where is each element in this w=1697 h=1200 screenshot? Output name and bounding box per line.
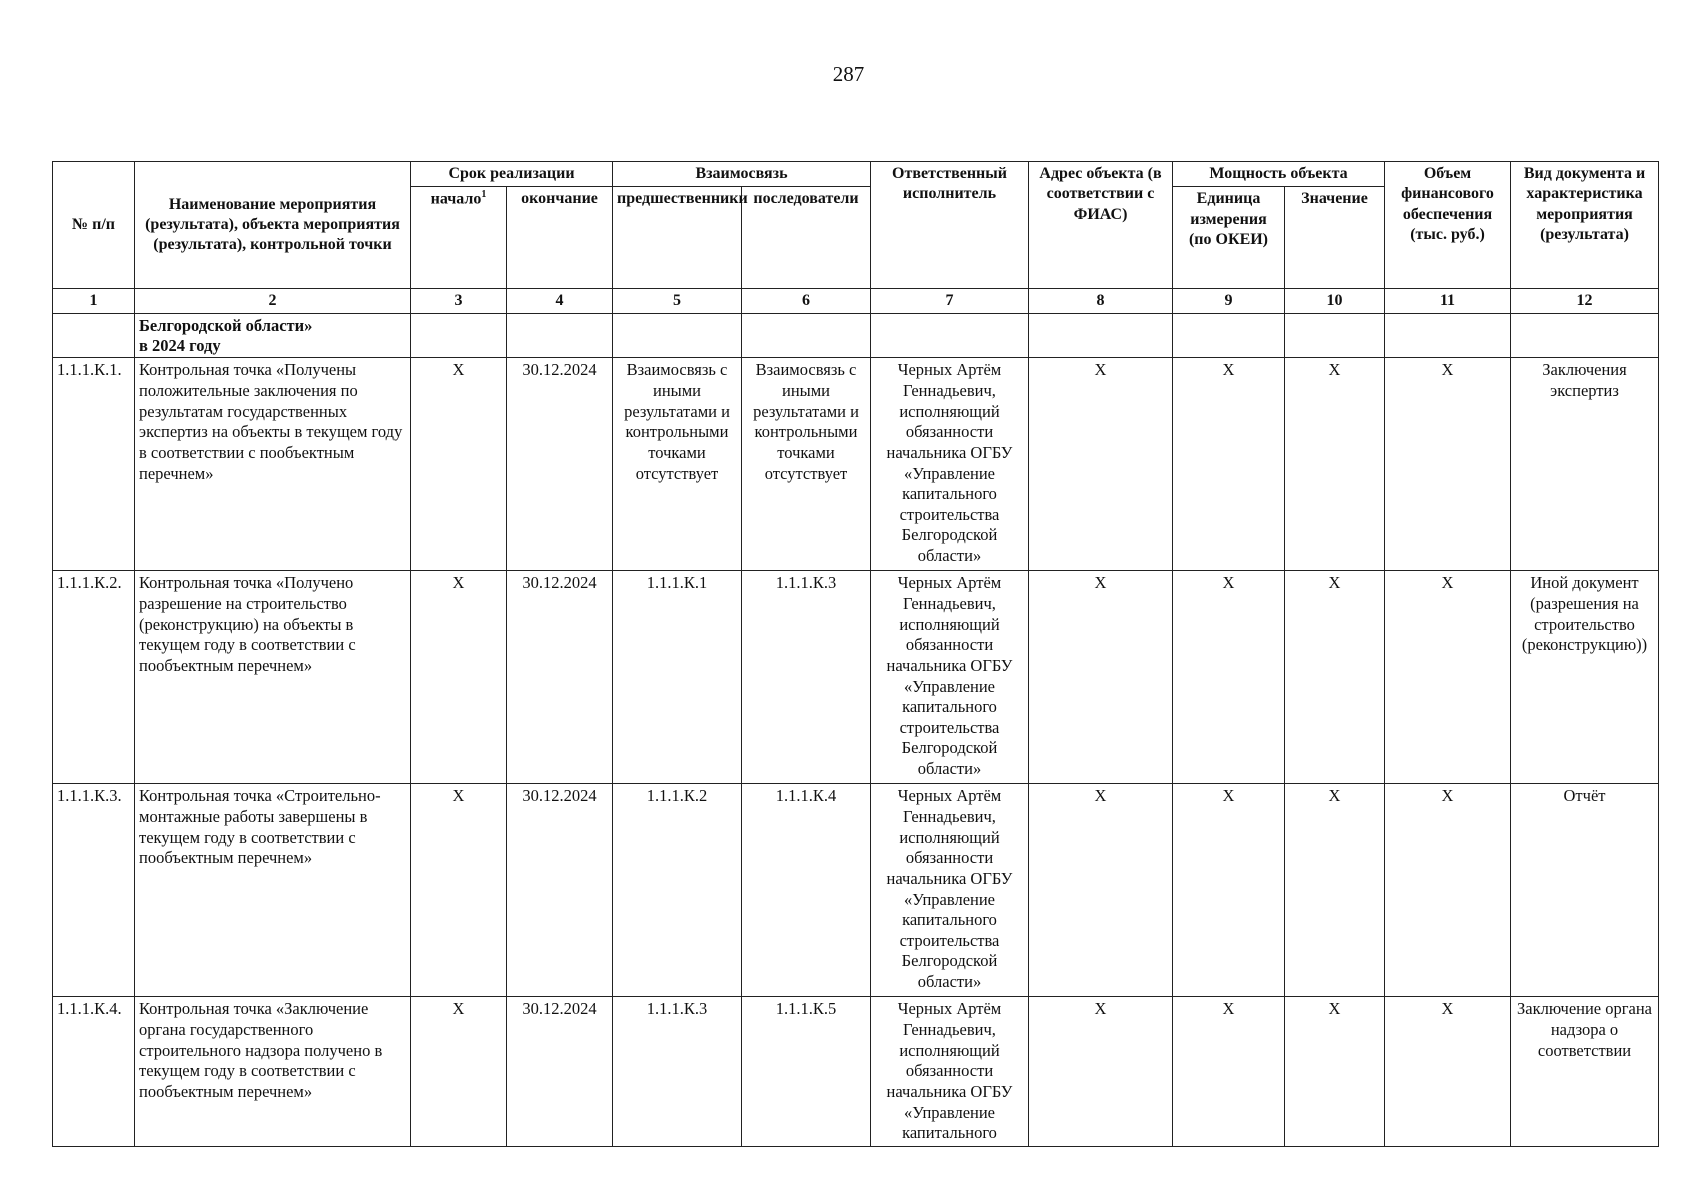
row-name: Контрольная точка «Строительно-монтажные работы завершены в текущем году в соответствии с пообъектным перечнем» xyxy=(135,784,411,997)
row-finance: X xyxy=(1385,997,1511,1146)
row-unit: X xyxy=(1173,997,1285,1146)
row-end: 30.12.2024 xyxy=(507,571,613,784)
row-start: X xyxy=(411,358,507,571)
row-finance: X xyxy=(1385,784,1511,997)
header-col-end: окончание xyxy=(507,187,613,289)
row-successors: 1.1.1.К.5 xyxy=(742,997,871,1146)
column-number: 6 xyxy=(742,289,871,314)
row-responsible: Черных Артём Геннадьевич, исполняющий обязанности начальника ОГБУ «Управление капитального строительства Белгородской области» xyxy=(871,358,1029,571)
row-number: 1.1.1.К.1. xyxy=(53,358,135,571)
row-name: Контрольная точка «Получены положительные заключения по результатам государственных экспертиз на объекты в текущем году в соответствии с пообъектным перечнем» xyxy=(135,358,411,571)
row-number: 1.1.1.К.4. xyxy=(53,997,135,1146)
events-table xyxy=(52,161,1659,1147)
header-col-value: Значение xyxy=(1285,187,1385,289)
table-row xyxy=(53,784,1659,997)
row-finance: X xyxy=(1385,358,1511,571)
row-responsible: Черных Артём Геннадьевич, исполняющий обязанности начальника ОГБУ «Управление капитального строительства Белгородской области» xyxy=(871,784,1029,997)
row-unit: X xyxy=(1173,784,1285,997)
row-value: X xyxy=(1285,571,1385,784)
row-start: X xyxy=(411,784,507,997)
header-col-predecessors: предшественники xyxy=(613,187,742,289)
header-col-num: № п/п xyxy=(53,162,135,289)
column-number: 1 xyxy=(53,289,135,314)
row-document: Иной документ (разрешения на строительство (реконструкцию)) xyxy=(1511,571,1659,784)
row-successors: 1.1.1.К.3 xyxy=(742,571,871,784)
column-number: 8 xyxy=(1029,289,1173,314)
header-col-address: Адрес объекта (в соответствии с ФИАС) xyxy=(1029,162,1173,289)
row-successors: Взаимосвязь с иными результатами и контрольными точками отсутствует xyxy=(742,358,871,571)
row-value: X xyxy=(1285,997,1385,1146)
row-start: X xyxy=(411,997,507,1146)
row-predecessors: 1.1.1.К.1 xyxy=(613,571,742,784)
table-row xyxy=(53,358,1659,571)
row-address: X xyxy=(1029,784,1173,997)
row-value: X xyxy=(1285,784,1385,997)
row-successors: 1.1.1.К.4 xyxy=(742,784,871,997)
column-number: 12 xyxy=(1511,289,1659,314)
header-col-start: начало$^1$ xyxy=(411,187,507,289)
row-unit: X xyxy=(1173,571,1285,784)
column-number: 9 xyxy=(1173,289,1285,314)
column-number: 5 xyxy=(613,289,742,314)
row-document: Заключение органа надзора о соответствии xyxy=(1511,997,1659,1146)
column-number: 4 xyxy=(507,289,613,314)
row-value: X xyxy=(1285,358,1385,571)
header-col-unit: Единица измерения (по ОКЕИ) xyxy=(1173,187,1285,289)
page-number: 287 xyxy=(832,62,865,86)
header-col-document: Вид документа и характеристика мероприятия (результата) xyxy=(1511,162,1659,289)
table-row xyxy=(53,571,1659,784)
column-number: 3 xyxy=(411,289,507,314)
row-end: 30.12.2024 xyxy=(507,784,613,997)
row-number: 1.1.1.К.2. xyxy=(53,571,135,784)
row-name: Контрольная точка «Заключение органа государственного строительного надзора получено в текущем году в соответствии с пообъектным перечнем» xyxy=(135,997,411,1146)
row-end: 30.12.2024 xyxy=(507,997,613,1146)
section-row xyxy=(53,314,1659,358)
row-address: X xyxy=(1029,358,1173,571)
row-document: Отчёт xyxy=(1511,784,1659,997)
row-predecessors: 1.1.1.К.2 xyxy=(613,784,742,997)
column-number: 7 xyxy=(871,289,1029,314)
column-number: 11 xyxy=(1385,289,1511,314)
header-group-capacity: Мощность объекта xyxy=(1173,162,1385,187)
row-document: Заключения экспертиз xyxy=(1511,358,1659,571)
row-responsible: Черных Артём Геннадьевич, исполняющий обязанности начальника ОГБУ «Управление капитального строительства Белгородской области» xyxy=(871,571,1029,784)
row-end: 30.12.2024 xyxy=(507,358,613,571)
row-address: X xyxy=(1029,997,1173,1146)
header-col-successors: последователи xyxy=(742,187,871,289)
header-col-name: Наименование мероприятия (результата), объекта мероприятия (результата), контрольной точки xyxy=(135,162,411,289)
row-start: X xyxy=(411,571,507,784)
row-address: X xyxy=(1029,571,1173,784)
table-row xyxy=(53,997,1659,1146)
row-finance: X xyxy=(1385,571,1511,784)
header-col-finance: Объем финансового обеспечения (тыс. руб.) xyxy=(1385,162,1511,289)
row-predecessors: Взаимосвязь с иными результатами и контрольными точками отсутствует xyxy=(613,358,742,571)
row-responsible: Черных Артём Геннадьевич, исполняющий обязанности начальника ОГБУ «Управление капитального xyxy=(871,997,1029,1146)
column-number-row xyxy=(53,289,1659,314)
row-unit: X xyxy=(1173,358,1285,571)
header-group-timing: Срок реализации xyxy=(411,162,613,187)
header-col-responsible: Ответственный исполнитель xyxy=(871,162,1029,289)
row-name: Контрольная точка «Получено разрешение на строительство (реконструкцию) на объекты в текущем году в соответствии с пообъектным перечнем» xyxy=(135,571,411,784)
row-predecessors: 1.1.1.К.3 xyxy=(613,997,742,1146)
row-number: 1.1.1.К.3. xyxy=(53,784,135,997)
column-number: 2 xyxy=(135,289,411,314)
column-number: 10 xyxy=(1285,289,1385,314)
header-group-relation: Взаимосвязь xyxy=(613,162,871,187)
section-title: Белгородской области» в 2024 году xyxy=(135,314,411,358)
